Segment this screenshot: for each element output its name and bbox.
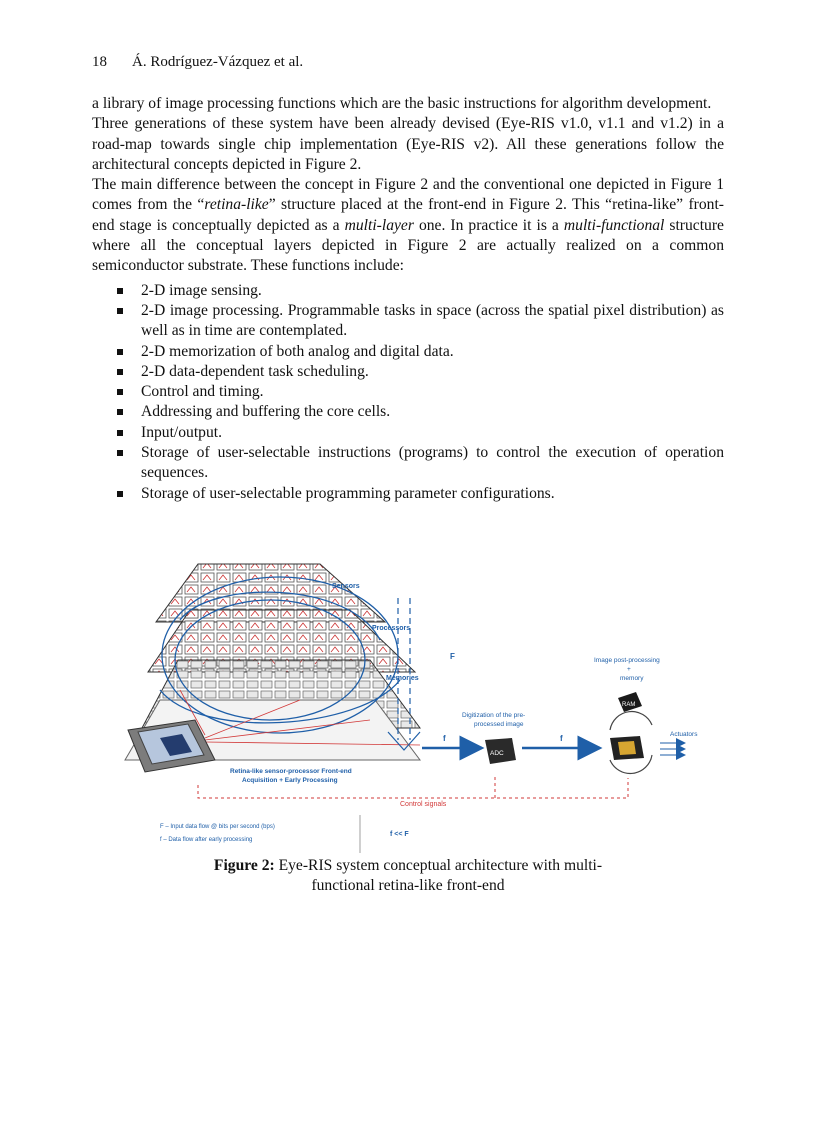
list-item: Control and timing. bbox=[92, 382, 724, 402]
p3-text-e: one. In practice it is a bbox=[413, 216, 564, 234]
page-body bbox=[92, 52, 724, 504]
label-processors: Processors bbox=[372, 625, 411, 632]
ram-chip-icon bbox=[618, 692, 642, 712]
label-sensors: Sensors bbox=[332, 583, 360, 590]
label-post-3: memory bbox=[620, 675, 644, 682]
figure-caption bbox=[92, 856, 724, 896]
label-digitization-2: processed image bbox=[474, 721, 524, 728]
label-relation: f << F bbox=[390, 831, 409, 838]
label-F: F bbox=[450, 652, 455, 661]
label-frontend-1: Retina-like sensor-processor Front-end bbox=[230, 768, 352, 775]
p3-em-multilayer: multi-layer bbox=[344, 216, 414, 234]
list-item: Input/output. bbox=[92, 423, 724, 443]
list-item: 2-D memorization of both analog and digital data. bbox=[92, 342, 724, 362]
bullet-square-icon bbox=[117, 430, 123, 436]
figure-2-diagram bbox=[120, 560, 710, 855]
caption-label: Figure 2: bbox=[213, 857, 275, 874]
p3-em-retina: retina-like bbox=[204, 196, 269, 214]
legend-f: f – Data flow after early processing bbox=[160, 837, 253, 843]
label-post-1: Image post-processing bbox=[594, 657, 660, 664]
caption-line-2: functional retina-like front-end bbox=[311, 877, 505, 894]
list-item: 2-D data-dependent task scheduling. bbox=[92, 362, 724, 382]
list-item: Storage of user-selectable instructions (programs) to control the execution of operation sequences. bbox=[92, 443, 724, 484]
label-control-signals: Control signals bbox=[400, 801, 447, 808]
bullet-square-icon bbox=[117, 308, 123, 314]
label-post-2: + bbox=[627, 666, 631, 673]
p3-text-g: structure where all the conceptual layers depicted in Figure 2 are actually realized on a common semiconductor substrate. These functions include: bbox=[92, 216, 724, 275]
actuator-arrows bbox=[660, 743, 685, 755]
label-f-1: f bbox=[443, 734, 446, 743]
label-f-2: f bbox=[560, 734, 563, 743]
list-item: Addressing and buffering the core cells. bbox=[92, 402, 724, 422]
processor-chip-icon bbox=[610, 736, 644, 760]
bullet-square-icon bbox=[117, 288, 123, 294]
bullet-square-icon bbox=[117, 389, 123, 395]
legend-F: F – Input data flow @ bits per second (bps) bbox=[160, 824, 275, 830]
function-list bbox=[92, 281, 724, 504]
bullet-square-icon bbox=[117, 409, 123, 415]
bullet-square-icon bbox=[117, 491, 123, 497]
running-header bbox=[92, 52, 724, 72]
label-adc: ADC bbox=[490, 750, 504, 757]
list-item: 2-D image processing. Programmable tasks in space (across the spatial pixel distribution) as well as in time are contemplated. bbox=[92, 301, 724, 342]
label-actuators: Actuators bbox=[670, 731, 698, 738]
caption-line-1: Eye-RIS system conceptual architecture with multi- bbox=[274, 857, 603, 874]
label-memories: Memories bbox=[386, 675, 419, 682]
label-ram: RAM bbox=[622, 702, 636, 708]
bullet-square-icon bbox=[117, 450, 123, 456]
bullet-square-icon bbox=[117, 369, 123, 375]
page-number: 18 bbox=[92, 54, 107, 70]
paragraph-3 bbox=[92, 175, 724, 276]
label-frontend-2: Acquisition + Early Processing bbox=[242, 777, 338, 784]
paragraph-2: Three generations of these system have been already devised (Eye-RIS v1.0, v1.1 and v1.2) in a road-map towards single chip implementation (Eye-RIS v2). All these generations follow the architectural concepts depicted in Figure 2. bbox=[92, 115, 724, 173]
list-item: Storage of user-selectable programming parameter configurations. bbox=[92, 484, 724, 504]
p3-text-a: The main difference between the concept in Figure 2 and the conventional one depicted in Figure 1 comes from the “ bbox=[92, 176, 724, 214]
list-item: 2-D image sensing. bbox=[92, 281, 724, 301]
label-digitization-1: Digitization of the pre- bbox=[462, 712, 526, 719]
authors: Á. Rodríguez-Vázquez et al. bbox=[132, 54, 304, 70]
paragraph-1: a library of image processing functions which are the basic instructions for algorithm development. bbox=[92, 95, 712, 112]
p3-em-multifunctional: multi-functional bbox=[563, 216, 665, 234]
bullet-square-icon bbox=[117, 349, 123, 355]
adc-chip-icon bbox=[485, 738, 516, 764]
p3-text-c: ” structure placed at the front-end in Figure 2. This “retina-like” front-end stage is conceptually depicted as a bbox=[92, 196, 724, 234]
